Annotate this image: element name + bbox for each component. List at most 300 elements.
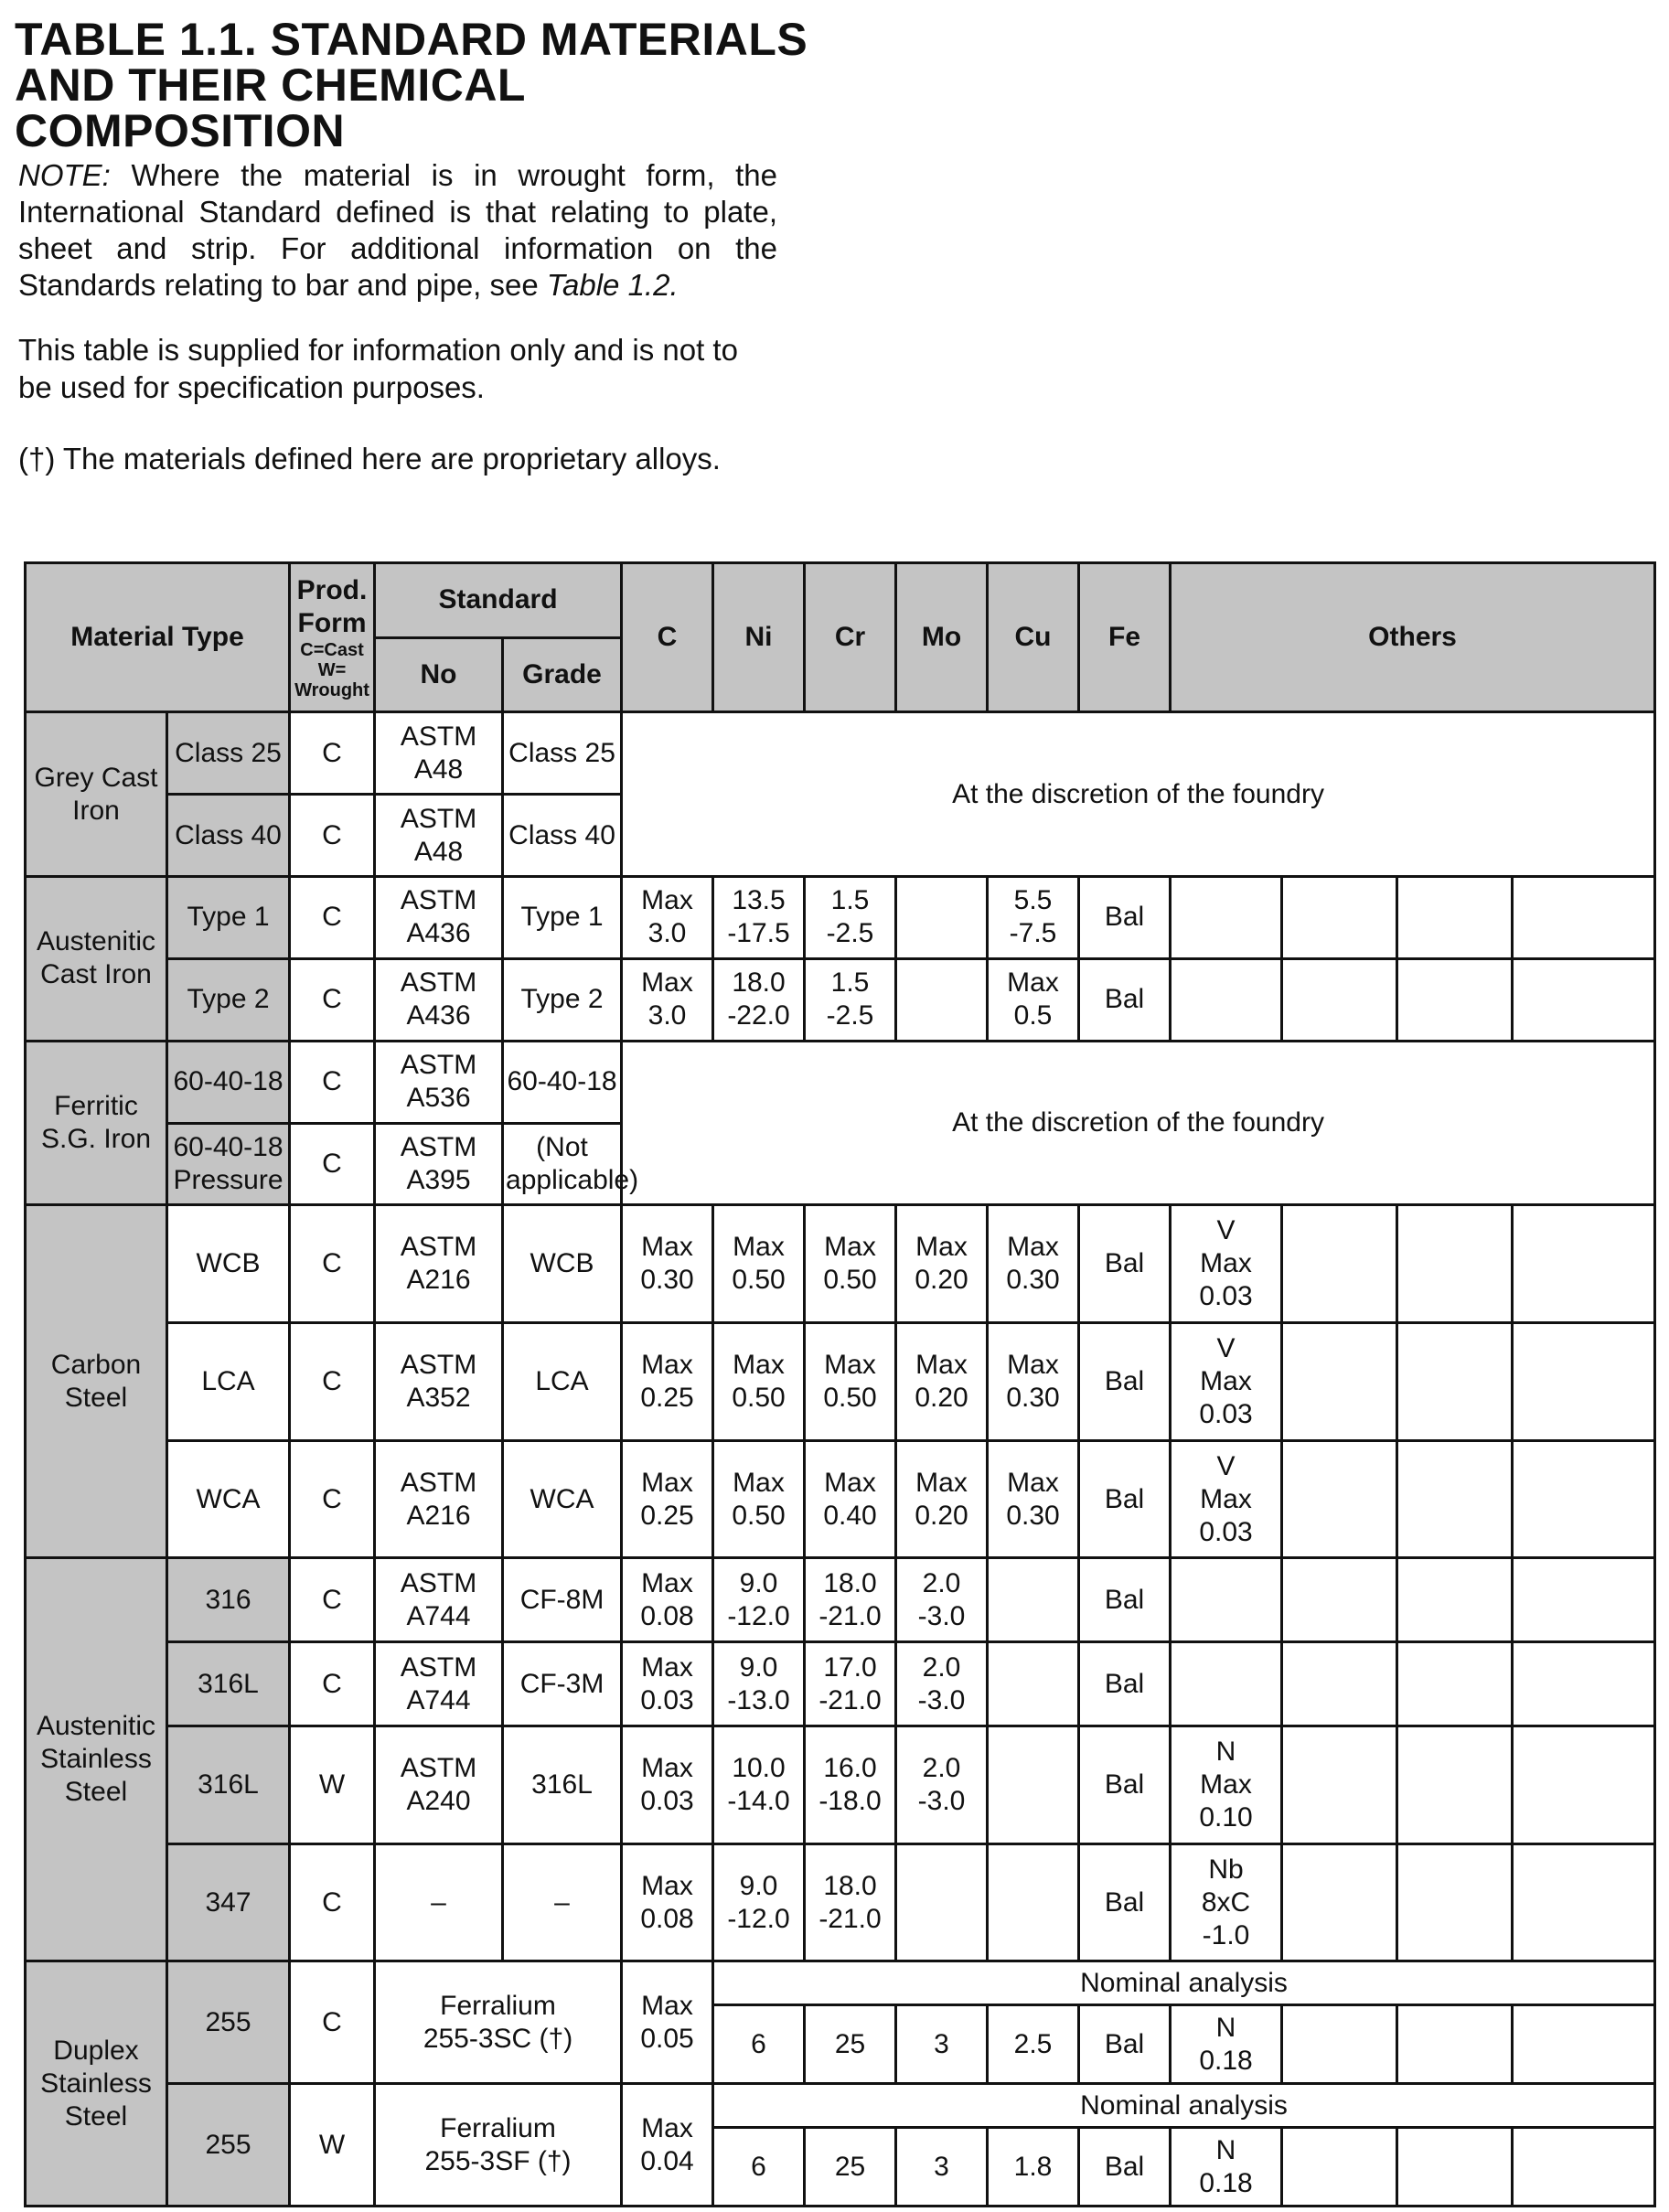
header-row-1 — [26, 563, 1655, 638]
grade: 316L — [503, 1726, 622, 1844]
table-row — [26, 1642, 1655, 1726]
nominal-analysis-label: Nominal analysis — [713, 1961, 1655, 2005]
value-c — [622, 877, 713, 959]
value-others — [1397, 1205, 1513, 1323]
value-line: Max — [915, 1467, 968, 1498]
table-row — [26, 1205, 1655, 1323]
composition-table — [24, 561, 1656, 2207]
value-line: 0.25 — [640, 1500, 694, 1531]
std-number: A536 — [406, 1083, 471, 1114]
value-fe: Bal — [1079, 1726, 1171, 1844]
value-line: V — [1216, 1215, 1236, 1246]
standard-no — [375, 1123, 503, 1205]
value-others — [1282, 1205, 1397, 1323]
value-line: 0.05 — [640, 2023, 694, 2054]
value-others — [1397, 1440, 1513, 1558]
value-line: 0.30 — [1006, 1265, 1060, 1296]
value-line: Max — [1200, 1483, 1252, 1514]
value-line: Max — [915, 1349, 968, 1380]
value-ni — [713, 1642, 805, 1726]
value-others-v — [1171, 1440, 1282, 1558]
value-mo — [896, 958, 988, 1041]
value-line: -21.0 — [818, 1684, 882, 1715]
std-org: ASTM — [400, 1131, 477, 1162]
value-cu — [988, 1323, 1079, 1441]
value-others — [1513, 877, 1655, 959]
value-others-n — [1171, 1726, 1282, 1844]
value-cr — [805, 1558, 896, 1642]
standard-no — [375, 1205, 503, 1323]
title-line-1: TABLE 1.1. STANDARD MATERIALS — [15, 14, 808, 65]
value-line: Max — [641, 1349, 693, 1380]
value-cr — [805, 1440, 896, 1558]
prod-form: C — [290, 958, 375, 1041]
value-c — [622, 1642, 713, 1726]
value-line: 16.0 — [823, 1752, 877, 1783]
value-line: V — [1216, 1450, 1236, 1481]
value-line: -21.0 — [818, 1600, 882, 1631]
sub-type-line: Pressure — [173, 1164, 284, 1195]
sub-type — [167, 1123, 290, 1205]
prod-form: C — [290, 877, 375, 959]
value-line: Max — [641, 1651, 693, 1683]
value-others — [1282, 2005, 1397, 2084]
value-others — [1397, 2005, 1513, 2084]
value-c — [622, 1440, 713, 1558]
table-row — [26, 1041, 1655, 1123]
value-others — [1282, 1558, 1397, 1642]
value-line: Max — [733, 1467, 785, 1498]
value-line: Max — [641, 2112, 693, 2143]
value-mo — [896, 1726, 988, 1844]
value-others — [1171, 958, 1282, 1041]
sub-type: Class 40 — [167, 795, 290, 877]
value-line: 0.03 — [640, 1785, 694, 1816]
title-line-3: COMPOSITION — [15, 105, 346, 156]
prod-form-label: Prod. Form — [296, 575, 368, 639]
composition-table-wrapper — [24, 561, 1653, 2207]
value-others — [1513, 1323, 1655, 1441]
table-row — [26, 2084, 1655, 2128]
std-org: ASTM — [400, 1752, 477, 1783]
header-no: No — [375, 637, 503, 712]
value-line: Max — [824, 1232, 876, 1263]
value-line: -13.0 — [727, 1684, 790, 1715]
value-line: V — [1216, 1332, 1236, 1363]
value-line: -21.0 — [818, 1903, 882, 1934]
std-line: 255-3SF (†) — [424, 2145, 572, 2176]
value-others — [1397, 958, 1513, 1041]
std-org: ASTM — [400, 1349, 477, 1380]
value-others — [1171, 1558, 1282, 1642]
prod-form: C — [290, 1323, 375, 1441]
value-line: 0.50 — [732, 1500, 786, 1531]
value-fe: Bal — [1079, 877, 1171, 959]
value-line: Nb — [1208, 1854, 1244, 1885]
value-line: -3.0 — [917, 1600, 966, 1631]
value-line: 2.0 — [922, 1651, 961, 1683]
table-row — [26, 958, 1655, 1041]
grade: CF-8M — [503, 1558, 622, 1642]
value-line: 0.30 — [1006, 1500, 1060, 1531]
foundry-discretion-note: At the discretion of the foundry — [622, 1041, 1655, 1205]
value-others — [1397, 1558, 1513, 1642]
value-ni — [713, 1323, 805, 1441]
group-carbon-steel: Carbon Steel — [26, 1205, 167, 1558]
table-row — [26, 877, 1655, 959]
note-label: NOTE: — [18, 158, 111, 192]
value-line: -2.5 — [826, 1000, 874, 1031]
value-line: Max — [1007, 1467, 1059, 1498]
standard-no — [375, 1323, 503, 1441]
std-org: ASTM — [400, 1651, 477, 1683]
value-line: Max — [824, 1349, 876, 1380]
value-line: Max — [733, 1349, 785, 1380]
sub-type: 316L — [167, 1726, 290, 1844]
value-cr — [805, 1323, 896, 1441]
value-line: 9.0 — [739, 1870, 778, 1901]
value-ni — [713, 1726, 805, 1844]
value-line: 13.5 — [732, 885, 786, 916]
header-prod-form — [290, 563, 375, 712]
table-row — [26, 1843, 1655, 1961]
value-line: Max — [641, 1467, 693, 1498]
value-line: 2.0 — [922, 1752, 961, 1783]
value-cu: 2.5 — [988, 2005, 1079, 2084]
value-line: 1.5 — [830, 885, 870, 916]
standard-no — [375, 1726, 503, 1844]
standard-no: – — [375, 1843, 503, 1961]
value-cr — [805, 877, 896, 959]
value-line: 9.0 — [739, 1651, 778, 1683]
group-ferritic-sg-iron: Ferritic S.G. Iron — [26, 1041, 167, 1205]
value-cu — [988, 1843, 1079, 1961]
value-fe: Bal — [1079, 1440, 1171, 1558]
grade-line: (Not — [536, 1131, 588, 1162]
group-austenitic-stainless-steel: Austenitic Stainless Steel — [26, 1558, 167, 1961]
value-cu: 1.8 — [988, 2128, 1079, 2207]
value-c — [622, 958, 713, 1041]
value-line: -3.0 — [917, 1684, 966, 1715]
value-others-nb — [1171, 1843, 1282, 1961]
prod-form: C — [290, 1558, 375, 1642]
value-line: 0.18 — [1199, 2045, 1253, 2076]
prod-form: C — [290, 1961, 375, 2084]
grade: Class 40 — [503, 795, 622, 877]
value-ni — [713, 958, 805, 1041]
value-mo — [896, 1205, 988, 1323]
value-line: 0.10 — [1199, 1801, 1253, 1833]
value-others — [1282, 2128, 1397, 2207]
value-line: 3.0 — [647, 1000, 687, 1031]
value-line: 0.20 — [915, 1265, 968, 1296]
sub-type: 316L — [167, 1642, 290, 1726]
grade: WCA — [503, 1440, 622, 1558]
prod-form: W — [290, 1726, 375, 1844]
value-line: 17.0 — [823, 1651, 877, 1683]
std-line: 255-3SC (†) — [423, 2023, 573, 2054]
sub-type: LCA — [167, 1323, 290, 1441]
grade: LCA — [503, 1323, 622, 1441]
header-grade: Grade — [503, 637, 622, 712]
value-line: Max — [641, 1567, 693, 1598]
value-others-n — [1171, 2005, 1282, 2084]
value-others — [1397, 1726, 1513, 1844]
value-c — [622, 1843, 713, 1961]
note-paragraph — [18, 157, 777, 304]
value-line: Max — [1200, 1769, 1252, 1800]
header-cu: Cu — [988, 563, 1079, 712]
value-line: 0.20 — [915, 1382, 968, 1413]
value-cu — [988, 1440, 1079, 1558]
value-fe: Bal — [1079, 958, 1171, 1041]
value-others — [1282, 1726, 1397, 1844]
value-line: 0.03 — [1199, 1398, 1253, 1429]
std-org: ASTM — [400, 1232, 477, 1263]
value-others — [1282, 1843, 1397, 1961]
value-others — [1397, 1843, 1513, 1961]
title-line-2: AND THEIR CHEMICAL — [15, 59, 526, 111]
value-cr: 25 — [805, 2128, 896, 2207]
value-others — [1171, 877, 1282, 959]
group-grey-cast-iron: Grey Cast Iron — [26, 712, 167, 877]
header-c: C — [622, 563, 713, 712]
value-line: Max — [641, 1752, 693, 1783]
value-cu — [988, 877, 1079, 959]
value-mo — [896, 877, 988, 959]
value-others — [1513, 2128, 1655, 2207]
value-others — [1513, 958, 1655, 1041]
value-line: Max — [915, 1232, 968, 1263]
value-c — [622, 1323, 713, 1441]
prod-form: C — [290, 1440, 375, 1558]
value-cu — [988, 1558, 1079, 1642]
standard-proprietary — [375, 2084, 622, 2207]
value-others — [1397, 877, 1513, 959]
std-org: ASTM — [400, 1467, 477, 1498]
value-others — [1171, 1642, 1282, 1726]
value-mo — [896, 1440, 988, 1558]
table-row — [26, 1961, 1655, 2005]
value-line: -22.0 — [727, 1000, 790, 1031]
note-text: Where the material is in wrought form, the International Standard defined is that relating to plate, sheet and strip. For additional information on the Standards relating to bar and pipe, see — [18, 158, 777, 302]
table-row — [26, 712, 1655, 795]
value-others — [1282, 1642, 1397, 1726]
group-duplex-stainless-steel: Duplex Stainless Steel — [26, 1961, 167, 2207]
value-cu — [988, 1726, 1079, 1844]
value-cr — [805, 1726, 896, 1844]
standard-no — [375, 877, 503, 959]
value-line: -12.0 — [727, 1903, 790, 1934]
standard-no — [375, 1440, 503, 1558]
std-number: A216 — [406, 1500, 471, 1531]
value-others — [1397, 1323, 1513, 1441]
value-line: Max — [733, 1232, 785, 1263]
std-number: A48 — [413, 753, 464, 785]
value-ni — [713, 1440, 805, 1558]
sub-type: Class 25 — [167, 712, 290, 795]
value-line: 18.0 — [732, 967, 786, 999]
value-cr — [805, 958, 896, 1041]
value-line: 0.50 — [823, 1265, 877, 1296]
std-org: ASTM — [400, 967, 477, 999]
note-table-ref: Table 1.2. — [546, 268, 679, 302]
std-number: A436 — [406, 1000, 471, 1031]
value-line: -3.0 — [917, 1785, 966, 1816]
std-number: A744 — [406, 1600, 471, 1631]
nominal-analysis-label: Nominal analysis — [713, 2084, 1655, 2128]
header-ni: Ni — [713, 563, 805, 712]
value-others — [1513, 2005, 1655, 2084]
value-line: Max — [824, 1467, 876, 1498]
value-others — [1397, 2128, 1513, 2207]
value-others-n — [1171, 2128, 1282, 2207]
value-line: 0.03 — [640, 1684, 694, 1715]
grade: CF-3M — [503, 1642, 622, 1726]
grade: Class 25 — [503, 712, 622, 795]
value-cr — [805, 1205, 896, 1323]
value-others-v — [1171, 1323, 1282, 1441]
value-line: 5.5 — [1013, 885, 1053, 916]
value-ni: 6 — [713, 2128, 805, 2207]
value-ni — [713, 1205, 805, 1323]
value-fe: Bal — [1079, 1558, 1171, 1642]
prod-form: W — [290, 2084, 375, 2207]
grade: WCB — [503, 1205, 622, 1323]
std-number: A48 — [413, 836, 464, 867]
value-line: Max — [1200, 1365, 1252, 1396]
foundry-discretion-note: At the discretion of the foundry — [622, 712, 1655, 877]
table-row — [26, 1440, 1655, 1558]
value-mo — [896, 1558, 988, 1642]
value-line: 0.50 — [823, 1382, 877, 1413]
value-line: 0.03 — [1199, 1281, 1253, 1312]
value-line: 0.08 — [640, 1903, 694, 1934]
sub-type: WCB — [167, 1205, 290, 1323]
value-line: 0.50 — [732, 1265, 786, 1296]
std-number: A744 — [406, 1684, 471, 1715]
value-line: -1.0 — [1202, 1919, 1250, 1950]
prod-form: C — [290, 795, 375, 877]
value-line: 8xC — [1201, 1886, 1251, 1918]
value-line: 0.40 — [823, 1500, 877, 1531]
sub-type: Type 2 — [167, 958, 290, 1041]
value-line: Max — [641, 967, 693, 999]
value-line: Max — [641, 885, 693, 916]
table-row — [26, 1323, 1655, 1441]
value-others — [1282, 958, 1397, 1041]
header-material-type: Material Type — [26, 563, 290, 712]
value-line: -18.0 — [818, 1785, 882, 1816]
std-org: ASTM — [400, 721, 477, 752]
value-others — [1513, 1205, 1655, 1323]
value-cu — [988, 958, 1079, 1041]
std-org: ASTM — [400, 803, 477, 834]
table-row — [26, 1558, 1655, 1642]
sub-type: Type 1 — [167, 877, 290, 959]
value-line: 0.5 — [1013, 1000, 1053, 1031]
prod-form-key-cast: C=Cast — [300, 640, 364, 661]
value-line: N — [1215, 2134, 1236, 2165]
value-line: 0.30 — [1006, 1382, 1060, 1413]
value-others — [1513, 1726, 1655, 1844]
value-line: Max — [641, 1232, 693, 1263]
std-org: ASTM — [400, 1050, 477, 1081]
value-others — [1513, 1558, 1655, 1642]
header-others: Others — [1171, 563, 1655, 712]
value-mo — [896, 1642, 988, 1726]
sub-type: WCA — [167, 1440, 290, 1558]
grade-line: applicable) — [506, 1164, 639, 1195]
value-line: 9.0 — [739, 1567, 778, 1598]
value-others — [1513, 1843, 1655, 1961]
value-line: N — [1215, 2012, 1236, 2043]
proprietary-note: (†) The materials defined here are proprietary alloys. — [18, 442, 721, 476]
value-others — [1513, 1642, 1655, 1726]
header-standard: Standard — [375, 563, 622, 638]
grade: Type 2 — [503, 958, 622, 1041]
grade — [503, 1123, 639, 1205]
prod-form: C — [290, 1642, 375, 1726]
value-line: -2.5 — [826, 918, 874, 949]
page-title — [15, 16, 838, 154]
value-line: 0.18 — [1199, 2167, 1253, 2198]
std-number: A240 — [406, 1785, 471, 1816]
value-line: -17.5 — [727, 918, 790, 949]
standard-no — [375, 712, 503, 795]
std-number: A216 — [406, 1265, 471, 1296]
prod-form-key-wrought: Wrought — [294, 680, 369, 701]
value-others — [1282, 1323, 1397, 1441]
standard-no — [375, 1642, 503, 1726]
value-c — [622, 1558, 713, 1642]
value-others-v — [1171, 1205, 1282, 1323]
standard-proprietary — [375, 1961, 622, 2084]
value-line: Max — [641, 1870, 693, 1901]
prod-form: C — [290, 712, 375, 795]
value-ni — [713, 877, 805, 959]
value-mo: 3 — [896, 2128, 988, 2207]
value-c — [622, 1961, 713, 2084]
value-cr — [805, 1843, 896, 1961]
value-line: 18.0 — [823, 1567, 877, 1598]
info-paragraph: This table is supplied for information only and is not to be used for specification purposes. — [18, 333, 738, 404]
grade: 60-40-18 — [503, 1041, 622, 1123]
value-line: 0.04 — [640, 2145, 694, 2176]
standard-no — [375, 1041, 503, 1123]
grade: – — [503, 1843, 622, 1961]
value-line: Max — [1007, 1349, 1059, 1380]
value-mo — [896, 1843, 988, 1961]
value-fe: Bal — [1079, 1205, 1171, 1323]
header-mo: Mo — [896, 563, 988, 712]
value-line: Max — [1007, 1232, 1059, 1263]
value-line: Max — [1200, 1248, 1252, 1279]
std-number: A352 — [406, 1382, 471, 1413]
std-line: Ferralium — [440, 1990, 556, 2021]
std-number: A395 — [406, 1164, 471, 1195]
std-line: Ferralium — [440, 2112, 556, 2143]
value-line: N — [1215, 1736, 1236, 1767]
value-line: 0.03 — [1199, 1516, 1253, 1547]
value-line: -14.0 — [727, 1785, 790, 1816]
value-ni — [713, 1558, 805, 1642]
prod-form: C — [290, 1041, 375, 1123]
value-line: 0.50 — [732, 1382, 786, 1413]
value-fe: Bal — [1079, 1843, 1171, 1961]
value-line: 0.25 — [640, 1382, 694, 1413]
header-fe: Fe — [1079, 563, 1171, 712]
